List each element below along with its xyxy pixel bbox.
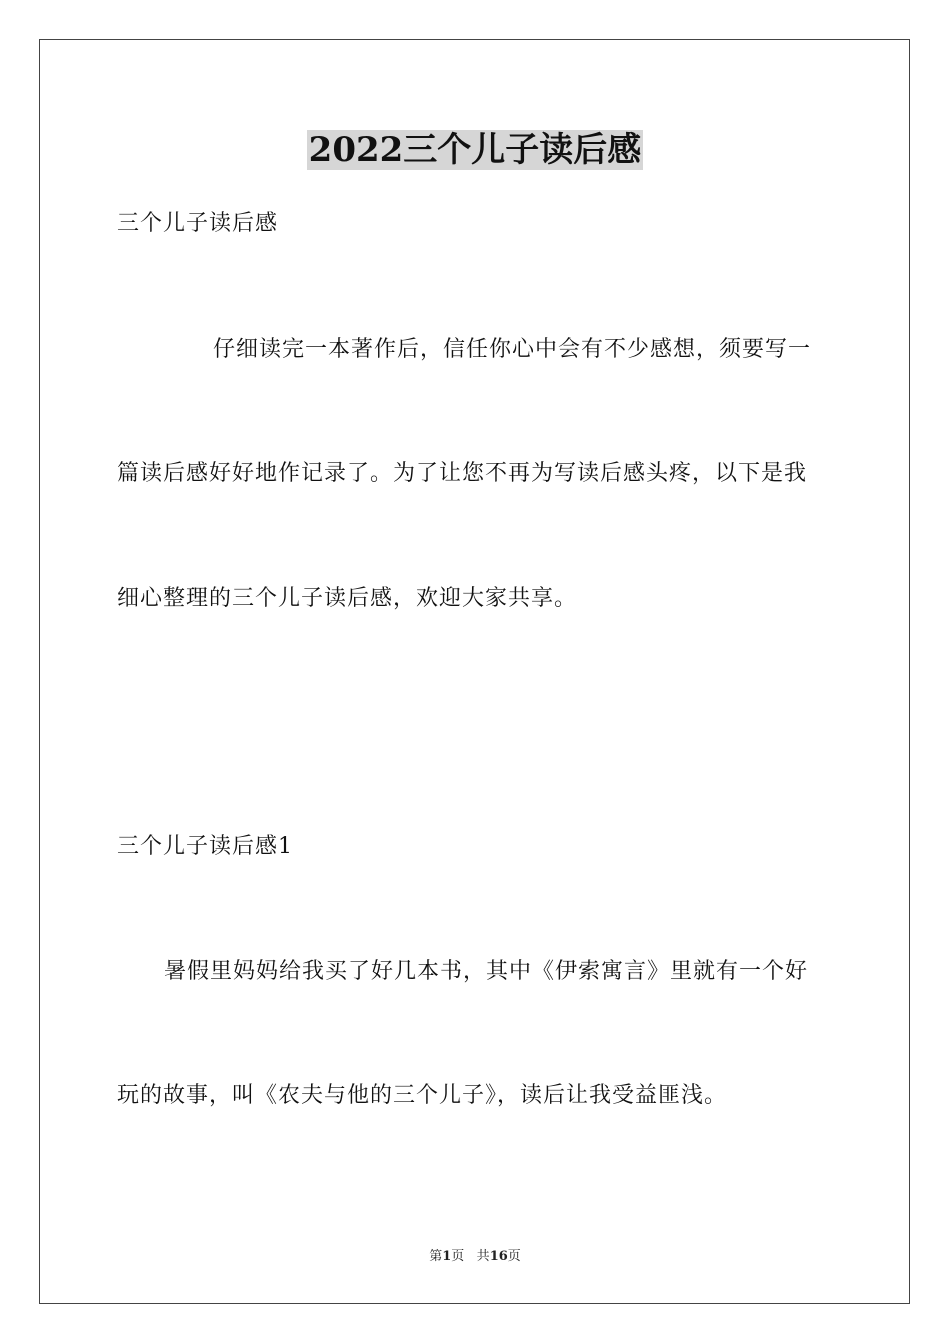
section-heading-1: 三个儿子读后感1	[117, 834, 293, 859]
paragraph-line: 暑假里妈妈给我买了好几本书，其中《伊索寓言》里就有一个好	[164, 959, 809, 984]
total-unit: 页	[507, 1249, 521, 1264]
page-prefix: 第	[429, 1249, 443, 1264]
page-footer	[0, 1248, 950, 1266]
paragraph-line: 篇读后感好好地作记录了。为了让您不再为写读后感头疼，以下是我	[117, 461, 808, 486]
section-heading-intro: 三个儿子读后感	[117, 211, 279, 236]
total-pages: 16	[489, 1249, 508, 1264]
paragraph-line: 细心整理的三个儿子读后感，欢迎大家共享。	[117, 586, 578, 611]
page-unit: 页	[451, 1249, 465, 1264]
paragraph-line: 玩的故事，叫《农夫与他的三个儿子》，读后让我受益匪浅。	[117, 1083, 728, 1108]
total-prefix: 共	[476, 1249, 490, 1264]
paragraph-line: 仔细读完一本著作后，信任你心中会有不少感想，须要写一	[213, 337, 812, 362]
document-title-text: 2022三个儿子读后感	[308, 130, 642, 170]
page-number: 1	[442, 1249, 452, 1264]
document-title	[0, 128, 950, 172]
